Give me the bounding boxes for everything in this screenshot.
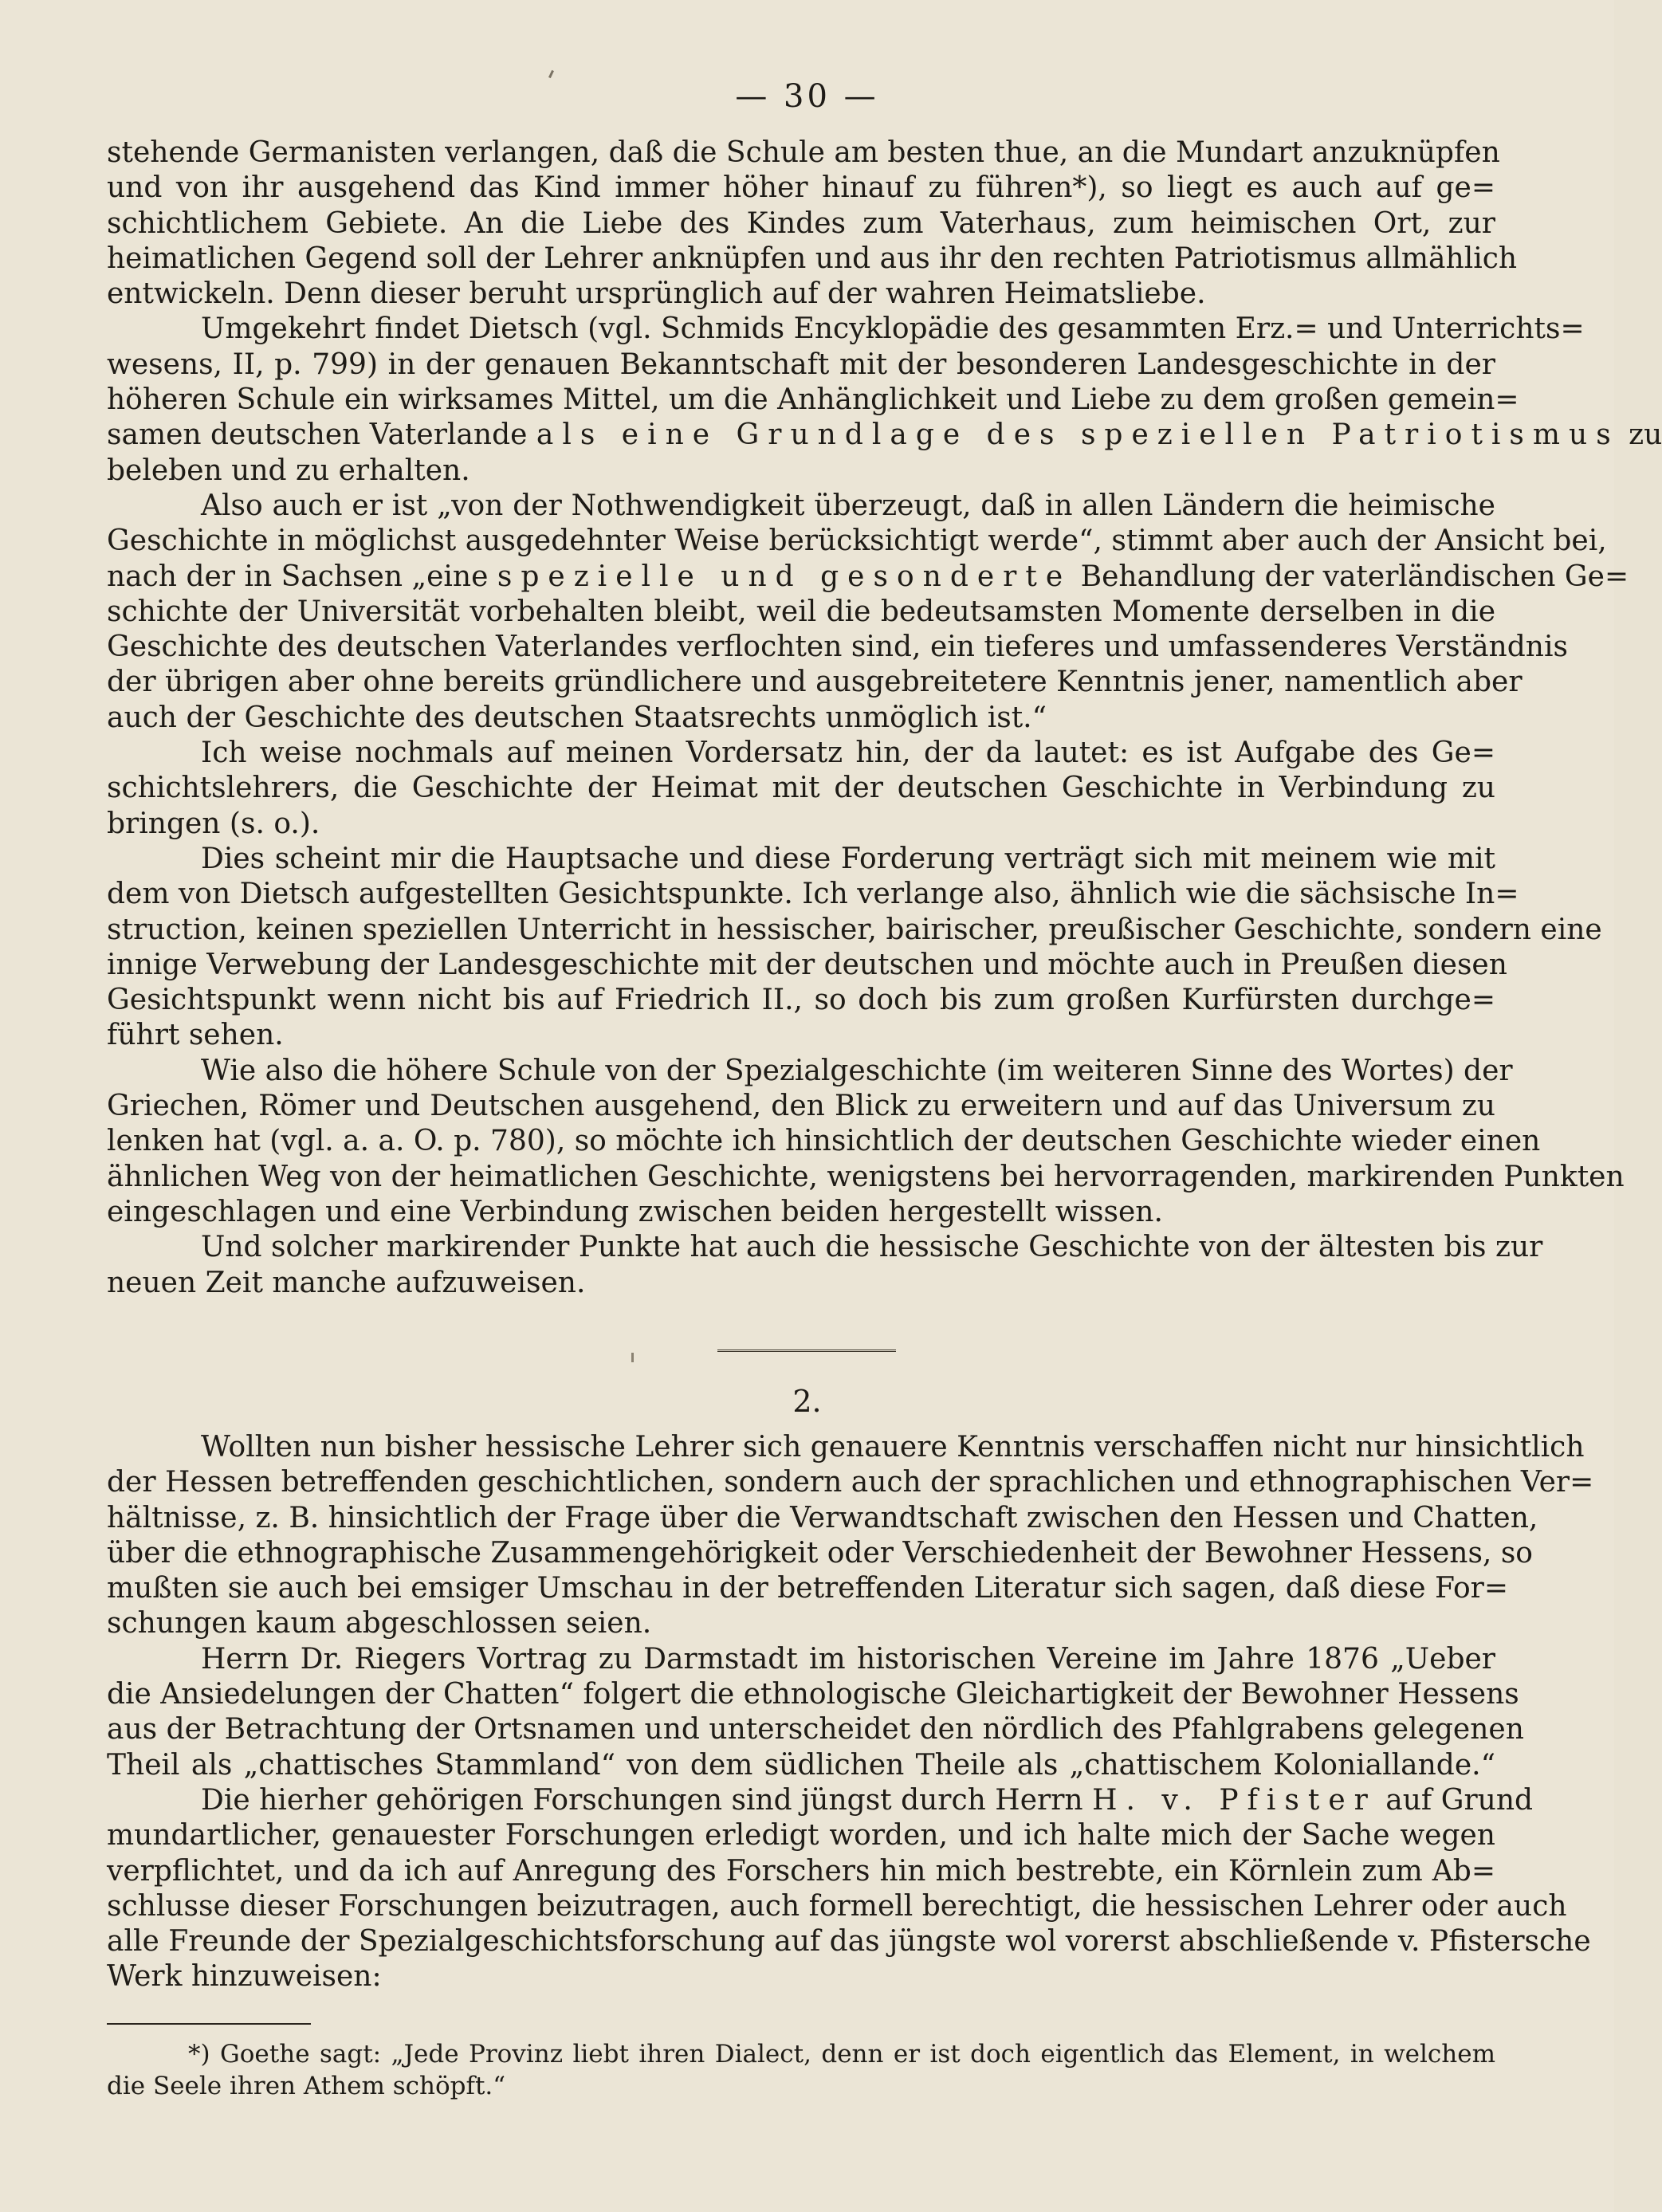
block1-line: bringen (s. o.). (107, 807, 320, 840)
page-number: — 30 — (735, 78, 879, 115)
line-segment: zu (1629, 418, 1662, 452)
print-speck (631, 1353, 634, 1362)
block1-line: Umgekehrt findet Dietsch (vgl. Schmids Encyklopädie des gesammten Erz.= und Unterrichts= (201, 312, 1585, 346)
footnote-rule (107, 2023, 311, 2025)
section-divider (717, 1350, 896, 1352)
spaced-emphasis: spezielle und gesonderte (497, 560, 1072, 593)
block2-line: der Hessen betreffenden geschichtlichen, sondern auch der sprachlichen und ethnographischen Ver= (107, 1466, 1594, 1499)
footnote (107, 2038, 1495, 2102)
block2-line: Herrn Dr. Riegers Vortrag zu Darmstadt im historischen Vereine im Jahre 1876 „Ueber (201, 1642, 1495, 1676)
block1-line: Also auch er ist „von der Nothwendigkeit überzeugt, daß in allen Ländern die heimische (201, 489, 1495, 522)
line-segment: samen deutschen Vaterlande (107, 418, 528, 452)
block1-line: und von ihr ausgehend das Kind immer höher hinauf zu führen*), so liegt es auch auf ge= (107, 171, 1495, 205)
block1-line: Und solcher markirender Punkte hat auch die hessische Geschichte von der ältesten bis zur (201, 1231, 1543, 1264)
block2-line: verpflichtet, und da ich auf Anregung des Forschers hin mich bestrebte, ein Körnlein zum Ab= (107, 1854, 1495, 1888)
block1-line: Ich weise nochmals auf meinen Vordersatz hin, der da lautet: es ist Aufgabe des Ge= (201, 737, 1495, 770)
block1-line: schichte der Universität vorbehalten bleibt, weil die bedeutsamsten Momente derselben in die (107, 595, 1495, 628)
block1-line: stehende Germanisten verlangen, daß die Schule am besten thue, an die Mundart anzuknüpfen (107, 136, 1500, 169)
block2-line: über die ethnographische Zusammengehörigkeit oder Verschiedenheit der Bewohner Hessens, so (107, 1536, 1533, 1570)
block2-line: hältnisse, z. B. hinsichtlich der Frage über die Verwandtschaft zwischen den Hessen und Chatten, (107, 1501, 1538, 1534)
block2-line: Werk hinzuweisen: (107, 1960, 382, 1994)
block1-line: schichtslehrers, die Geschichte der Heimat mit der deutschen Geschichte in Verbindung zu (107, 772, 1495, 805)
block1-line: der übrigen aber ohne bereits gründlichere und ausgebreitetere Kenntnis jener, namentlich aber (107, 666, 1523, 699)
block1-line: lenken hat (vgl. a. a. O. p. 780), so möchte ich hinsichtlich der deutschen Geschichte wieder einen (107, 1125, 1541, 1158)
block1-line: eingeschlagen und eine Verbindung zwischen beiden hergestellt wissen. (107, 1195, 1163, 1228)
block1-line (107, 560, 1629, 595)
block2-line (107, 1783, 1534, 1818)
section-number: 2. (792, 1384, 822, 1419)
block1-line: heimatlichen Gegend soll der Lehrer anknüpfen und aus ihr den rechten Patriotismus allmählich (107, 242, 1518, 275)
line-segment: Die hierher gehörigen Forschungen sind jüngst durch Herrn (201, 1783, 1083, 1817)
block1-line: entwickeln. Denn dieser beruht ursprünglich auf der wahren Heimatsliebe. (107, 277, 1206, 311)
block2-line: alle Freunde der Spezialgeschichtsforschung auf das jüngste wol vorerst abschließende v. Pfistersche (107, 1925, 1591, 1959)
block1-line: Wie also die höhere Schule von der Spezialgeschichte (im weiteren Sinne des Wortes) der (201, 1054, 1513, 1087)
print-speck (548, 70, 554, 78)
block1-line: höheren Schule ein wirksames Mittel, um die Anhänglichkeit und Liebe zu dem großen gemein= (107, 383, 1519, 417)
block1-line: schichtlichem Gebiete. An die Liebe des Kindes zum Vaterhaus, zum heimischen Ort, zur (107, 206, 1495, 240)
block1-line: wesens, II, p. 799) in der genauen Bekanntschaft mit der besonderen Landesgeschichte in der (107, 348, 1495, 381)
block1-line: Griechen, Römer und Deutschen ausgehend, den Blick zu erweitern und auf das Universum zu (107, 1090, 1495, 1123)
block1-line (107, 418, 1662, 453)
block2-line: die Ansiedelungen der Chatten“ folgert die ethnologische Gleichartigkeit der Bewohner Hessens (107, 1678, 1519, 1711)
block1-line: beleben und zu erhalten. (107, 454, 470, 487)
block1-line: ähnlichen Weg von der heimatlichen Geschichte, wenigstens bei hervorragenden, markirenden Punkten (107, 1160, 1625, 1193)
block2-line: aus der Betrachtung der Ortsnamen und unterscheidet den nördlich des Pfahlgrabens gelegenen (107, 1713, 1524, 1746)
block1-line: führt sehen. (107, 1019, 284, 1052)
line-segment: nach der in Sachsen „eine (107, 560, 489, 593)
block2-line: schungen kaum abgeschlossen seien. (107, 1607, 652, 1640)
block1-line: Geschichte in möglichst ausgedehnter Weise berücksichtigt werde“, stimmt aber auch der Ansicht bei, (107, 525, 1607, 558)
block2-line: mußten sie auch bei emsiger Umschau in der betreffenden Literatur sich sagen, daß diese For= (107, 1572, 1509, 1605)
line-segment: auf Grund (1385, 1783, 1534, 1817)
footnote-line: *) Goethe sagt: „Jede Provinz liebt ihren Dialect, denn er ist doch eigentlich das Element, in welchem (188, 2040, 1495, 2069)
block2-line: Wollten nun bisher hessische Lehrer sich genauere Kenntnis verschaffen nicht nur hinsichtlich (201, 1431, 1585, 1464)
block1-line: dem von Dietsch aufgestellten Gesichtspunkte. Ich verlange also, ähnlich wie die sächsische In= (107, 878, 1519, 911)
block1-line: Dies scheint mir die Hauptsache und diese Forderung verträgt sich mit meinem wie mit (201, 842, 1495, 875)
block2-line: Theil als „chattisches Stammland“ von dem südlichen Theile als „chattischem Koloniallande.“ (107, 1748, 1495, 1782)
block1-line: innige Verwebung der Landesgeschichte mit der deutschen und möchte auch in Preußen diesen (107, 948, 1507, 981)
line-segment: Behandlung der vaterländischen Ge= (1080, 560, 1629, 593)
block1-line: struction, keinen speziellen Unterricht in hessischer, bairischer, preußischer Geschichte, sondern eine (107, 913, 1602, 946)
block1-line: Gesichtspunkt wenn nicht bis auf Friedrich II., so doch bis zum großen Kurfürsten durchge= (107, 984, 1495, 1017)
spaced-emphasis: H. v. Pfister (1092, 1783, 1377, 1817)
spaced-emphasis: als eine Grundlage des speziellen Patriotismus (536, 418, 1620, 452)
block2-line: schlusse dieser Forschungen beizutragen, auch formell berechtigt, die hessischen Lehrer oder auch (107, 1889, 1567, 1923)
block1-line: neuen Zeit manche aufzuweisen. (107, 1266, 586, 1299)
text-block-section-1 (107, 136, 1662, 1301)
text-block-section-2 (107, 1430, 1594, 1995)
block1-line: auch der Geschichte des deutschen Staatsrechts unmöglich ist.“ (107, 701, 1047, 734)
footnote-line: die Seele ihren Athem schöpft.“ (107, 2072, 506, 2100)
block2-line: mundartlicher, genauester Forschungen erledigt worden, und ich halte mich der Sache wegen (107, 1819, 1495, 1853)
block1-line: Geschichte des deutschen Vaterlandes verflochten sind, ein tieferes und umfassenderes Verständnis (107, 631, 1568, 664)
